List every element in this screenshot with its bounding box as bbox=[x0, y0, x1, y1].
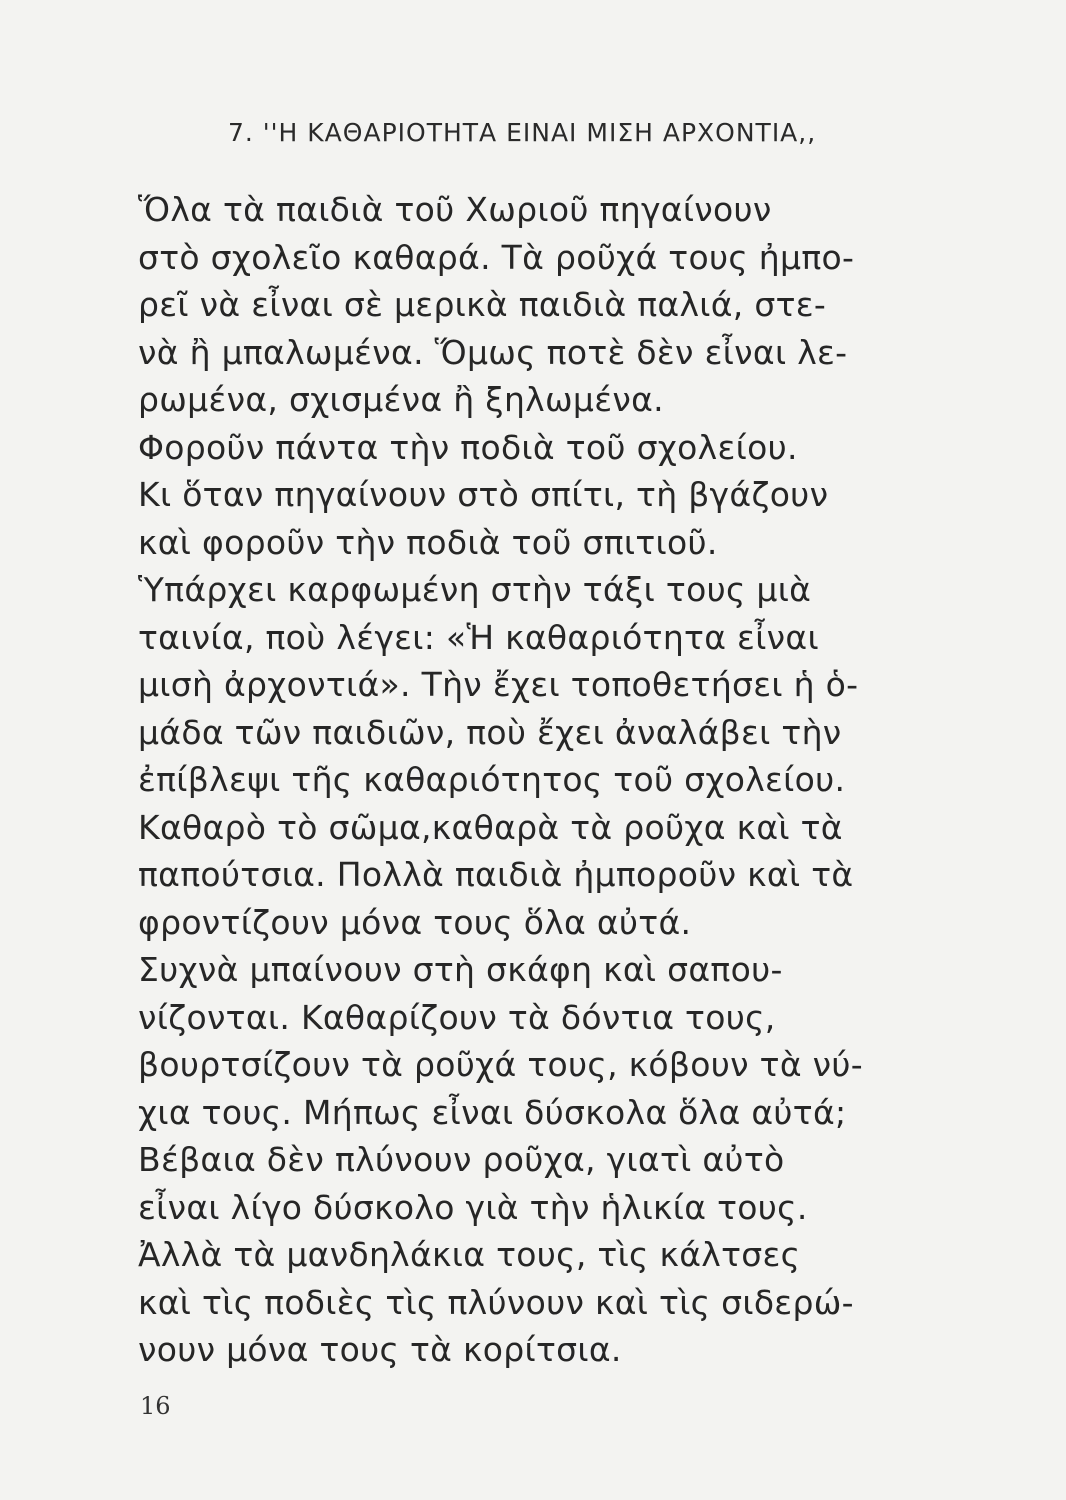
text-line: Ἀλλὰ τὰ μανδηλάκια τους, τὶς κάλτσες bbox=[138, 1235, 801, 1274]
text-line: Φοροῦν πάντα τὴν ποδιὰ τοῦ σχολείου. bbox=[138, 427, 798, 467]
chapter-heading: 7. ''Η ΚΑΘΑΡΙΟΤΗΤΑ ΕΙΝΑΙ ΜΙΣΗ ΑΡΧΟΝΤΙΑ,, bbox=[228, 118, 817, 147]
text-line: ταινία, ποὺ λέγει: «Ἡ καθαριότητα εἶναι bbox=[138, 617, 819, 657]
text-line: ρεῖ νὰ εἶναι σὲ μερικὰ παιδιὰ παλιά, στε- bbox=[138, 285, 827, 324]
text-line: καὶ φοροῦν τὴν ποδιὰ τοῦ σπιτιοῦ. bbox=[138, 522, 718, 562]
text-line: μάδα τῶν παιδιῶν, ποὺ ἔχει ἀναλάβει τὴν bbox=[138, 712, 842, 752]
text-line: ἐπίβλεψι τῆς καθαριότητος τοῦ σχολείου. bbox=[138, 760, 846, 799]
text-line: ρωμένα, σχισμένα ἢ ξηλωμένα. bbox=[138, 380, 664, 419]
text-line: Ὅλα τὰ παιδιὰ τοῦ Χωριοῦ πηγαίνουν bbox=[138, 190, 772, 229]
text-line: καὶ τὶς ποδιὲς τὶς πλύνουν καὶ τὶς σιδερώ- bbox=[138, 1282, 854, 1322]
text-line: φροντίζουν μόνα τους ὅλα αὐτά. bbox=[138, 902, 692, 942]
text-line: Κι ὅταν πηγαίνουν στὸ σπίτι, τὴ βγάζουν bbox=[138, 475, 829, 514]
text-line: μισὴ ἀρχοντιά». Τὴν ἔχει τοποθετήσει ἡ ὁ- bbox=[138, 665, 859, 704]
text-line: Ὑπάρχει καρφωμένη στὴν τάξι τους μιὰ bbox=[138, 570, 812, 609]
text-line: Βέβαια δὲν πλύνουν ροῦχα, γιατὶ αὐτὸ bbox=[138, 1140, 785, 1179]
text-line: Καθαρὸ τὸ σῶμα,καθαρὰ τὰ ροῦχα καὶ τὰ bbox=[138, 807, 843, 847]
text-line: στὸ σχολεῖο καθαρά. Τὰ ροῦχά τους ἠμπο- bbox=[138, 237, 855, 277]
text-line: νουν μόνα τους τὰ κορίτσια. bbox=[138, 1330, 622, 1369]
text-line: νὰ ἢ μπαλωμένα. Ὅμως ποτὲ δὲν εἶναι λε- bbox=[138, 332, 848, 372]
text-line: παπούτσια. Πολλὰ παιδιὰ ἠμποροῦν καὶ τὰ bbox=[138, 855, 854, 894]
text-line: χια τους. Μήπως εἶναι δύσκολα ὅλα αὐτά; bbox=[138, 1092, 847, 1132]
text-line: εἶναι λίγο δύσκολο γιὰ τὴν ἡλικία τους. bbox=[138, 1187, 808, 1227]
text-line: βουρτσίζουν τὰ ροῦχά τους, κόβουν τὰ νύ- bbox=[138, 1045, 863, 1084]
text-line: νίζονται. Καθαρίζουν τὰ δόντια τους, bbox=[138, 997, 776, 1037]
page-number: 16 bbox=[140, 1392, 171, 1420]
text-line: Συχνὰ μπαίνουν στὴ σκάφη καὶ σαπου- bbox=[138, 950, 783, 989]
